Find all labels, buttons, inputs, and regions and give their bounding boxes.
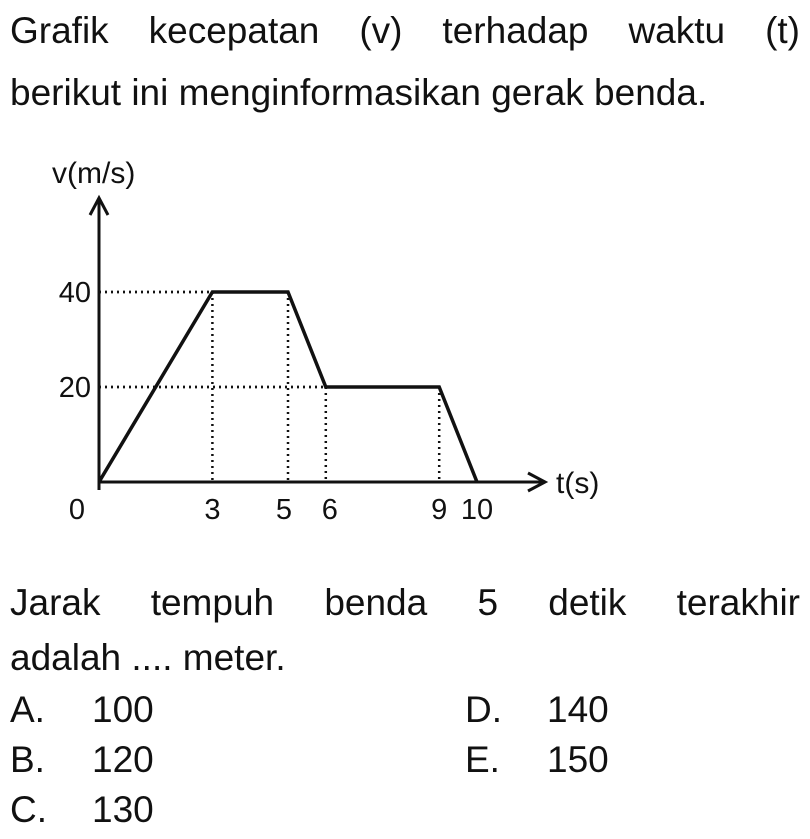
option-value: 100 [92, 689, 154, 730]
option-value: 150 [547, 739, 609, 780]
option-b[interactable] [10, 738, 154, 782]
option-letter: A. [10, 689, 45, 730]
velocity-series-line [99, 292, 477, 482]
option-a[interactable] [10, 688, 154, 732]
option-letter: C. [10, 789, 47, 830]
y-axis-label: v(m/s) [52, 157, 136, 190]
x-tick-label: 9 [431, 494, 448, 526]
intro-line-2: berikut ini menginformasikan gerak benda. [10, 72, 708, 113]
option-letter: D. [465, 689, 502, 730]
x-tick-label: 6 [321, 494, 338, 526]
velocity-time-graph [0, 130, 810, 560]
option-value: 120 [92, 739, 154, 780]
problem-intro [10, 0, 800, 124]
y-tick-label: 40 [58, 277, 91, 309]
x-tick-label: 5 [275, 494, 293, 526]
x-tick-label: 10 [460, 494, 494, 526]
option-letter: B. [10, 739, 45, 780]
option-value: 140 [547, 689, 609, 730]
intro-line-1: Grafik kecepatan (v) terhadap waktu (t) [10, 10, 800, 51]
x-axis-label: t(s) [556, 467, 600, 500]
option-value: 130 [92, 789, 154, 830]
question [10, 575, 800, 685]
option-e[interactable] [465, 738, 609, 782]
question-line-1: Jarak tempuh benda 5 detik terakhir [10, 582, 800, 623]
question-line-2: adalah .... meter. [10, 637, 286, 678]
option-letter: E. [465, 739, 500, 780]
option-d[interactable] [465, 688, 609, 732]
tick-labels [59, 277, 493, 526]
x-tick-label: 0 [68, 494, 86, 526]
option-c[interactable] [10, 788, 154, 832]
x-tick-label: 3 [204, 494, 221, 526]
y-tick-label: 20 [58, 372, 91, 404]
